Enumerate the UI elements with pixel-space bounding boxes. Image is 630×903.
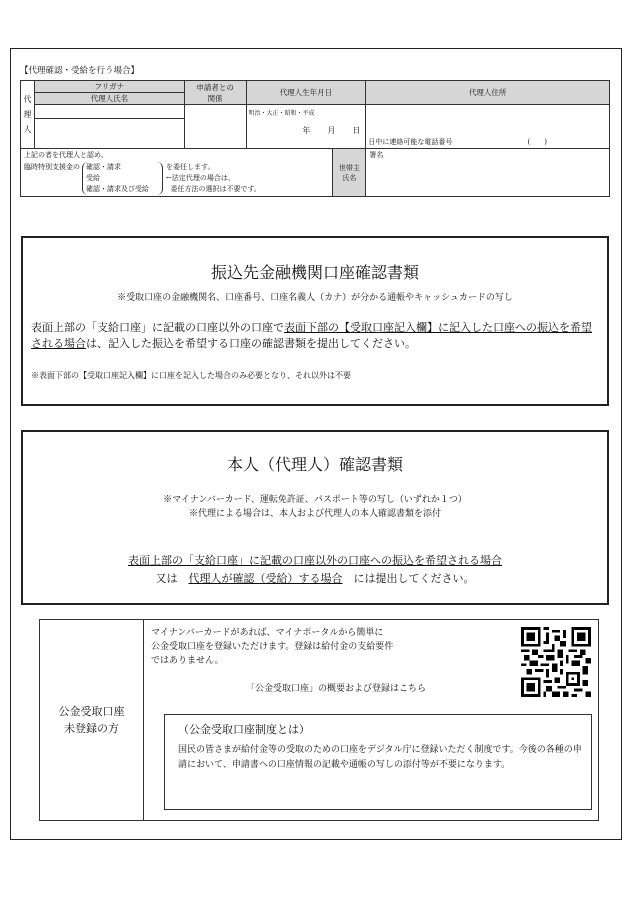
id-doc-note-2: ※代理による場合は、本人および代理人の本人確認書類を添付 [188, 509, 441, 519]
system-title: （公金受取口座制度とは） [178, 723, 310, 736]
bank-doc-body: 表面上部の「支給口座」に記載の口座以外の口座で表面下部の【受取口座記入欄】に記入した口座への振込を希望される場合は、記入した振込を希望する口座の確認書類を提出してください。 [31, 321, 592, 350]
col-name: 代理人氏名 [34, 93, 184, 105]
relation-input[interactable] [184, 105, 246, 149]
bank-doc-footnote: ※表面下部の【受取口座記入欄】に口座を記入した場合のみ必要となり、それ以外は不要 [31, 371, 351, 380]
public-account-section [39, 619, 599, 821]
consent-text: 上記の者を代理人と認め、 臨時特別支援金の 確認・請求 受給 確認・請求及び受給 を委任します。 ←法定代理の場合は、 委任方法の選択は不要です。 [21, 149, 333, 197]
bank-doc-title: 振込先金融機関口座確認書類 [210, 263, 419, 282]
id-doc-section [21, 430, 609, 605]
col-address: 代理人住所 [366, 81, 610, 105]
bank-doc-section [21, 236, 609, 406]
col-relation: 申請者との 関係 [184, 81, 246, 105]
head-name-label: 世帯主氏名 [333, 149, 366, 197]
public-account-label: 公金受取口座 未登録の方 [40, 620, 144, 820]
qr-code-icon[interactable] [521, 627, 591, 697]
bank-doc-note: ※受取口座の金融機関名、口座番号、口座名義人（カナ）が分かる通帳やキャッシュカードの写し [117, 293, 513, 303]
col-birth: 代理人生年月日 [246, 81, 366, 105]
furigana-input[interactable] [34, 105, 184, 119]
phone-label: 日中に連絡可能な電話番号 [368, 138, 453, 146]
era-options: 明治・大正・昭和・平成 [248, 110, 315, 117]
signature-field[interactable]: 署名 [366, 149, 610, 197]
id-doc-note-1: ※マイナンバーカード、運転免許証、パスポート等の写し（いずれか１つ） [163, 495, 467, 505]
phone-input[interactable]: ( ) [527, 138, 547, 146]
consent-options[interactable]: 確認・請求 受給 確認・請求及び受給 [82, 162, 155, 195]
proxy-table [20, 80, 610, 197]
public-account-intro: マイナンバーカードがあれば、マイナポータルから簡単に 公金受取口座を登録いただけます。登録は給付金の支給要件 ではありません。 [151, 628, 394, 666]
proxy-heading: 【代理確認・受給を行う場合】 [20, 66, 140, 76]
proxy-name-input[interactable] [34, 119, 184, 149]
birthdate-ymd: 年 月 日 [302, 126, 362, 135]
address-field[interactable] [366, 105, 610, 149]
id-doc-title: 本人（代理人）確認書類 [226, 455, 403, 474]
id-doc-line-1: 表面上部の「支給口座」に記載の口座以外の口座への振込を希望される場合 [128, 554, 502, 567]
col-furigana: フリガナ [34, 81, 184, 93]
birthdate-field[interactable] [246, 105, 366, 149]
public-account-system-box [164, 714, 592, 810]
proxy-side-label: 代 理 人 [21, 81, 35, 149]
system-body: 国民の皆さまが給付金等の受取のための口座をデジタル庁に登録いただく制度です。今後の各種の申請において、申請書への口座情報の記載や通帳の写しの添付等が不要になります。 [178, 745, 582, 770]
id-doc-line-2: 又は 代理人が確認（受給）する場合 には提出してください。 [155, 572, 475, 585]
public-account-link[interactable]: 「公金受取口座」の概要および登録はこちら [246, 684, 427, 694]
